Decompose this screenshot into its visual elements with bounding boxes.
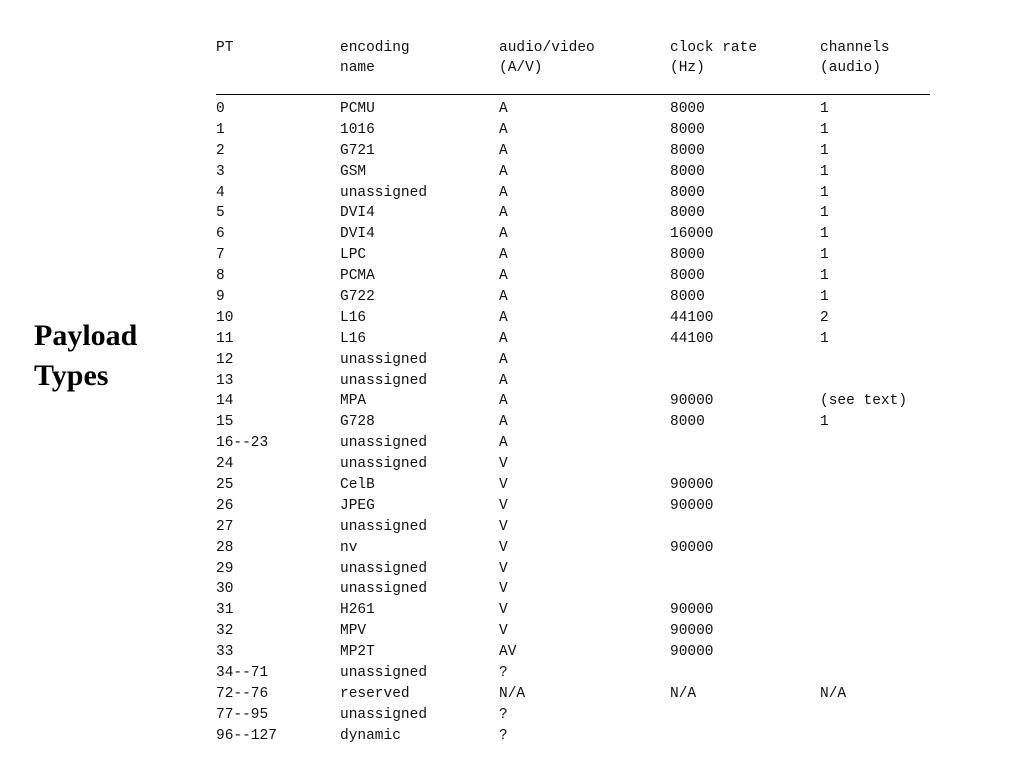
table-row (216, 371, 930, 392)
cell-channels: N/A (820, 685, 847, 702)
cell-encoding-name: dynamic (340, 727, 401, 744)
cell-channels: 1 (820, 121, 829, 138)
header-clock-rate (670, 38, 757, 78)
cell-clock-rate: 8000 (670, 163, 705, 180)
cell-clock-rate: 8000 (670, 101, 705, 117)
cell-encoding-name: unassigned (340, 456, 428, 473)
table-row (216, 559, 930, 580)
table-row (216, 224, 930, 245)
cell-pt: 15 (216, 414, 234, 431)
cell-audio-video: A (499, 330, 508, 347)
cell-encoding-name: unassigned (340, 372, 428, 389)
cell-audio-video: V (499, 560, 508, 577)
table-row (216, 391, 930, 412)
cell-audio-video: A (499, 268, 508, 285)
table-row (216, 141, 930, 162)
cell-audio-video: A (499, 414, 508, 431)
table-row (216, 454, 930, 475)
cell-pt: 33 (216, 644, 234, 661)
cell-channels: 1 (820, 226, 829, 243)
cell-pt: 26 (216, 497, 234, 514)
cell-encoding-name: unassigned (340, 706, 428, 723)
cell-clock-rate: 90000 (670, 393, 714, 410)
cell-pt: 77--95 (216, 706, 269, 723)
cell-encoding-name: G728 (340, 414, 375, 431)
cell-pt: 14 (216, 393, 234, 410)
header-channels (820, 38, 890, 78)
cell-clock-rate: 44100 (670, 309, 714, 326)
cell-channels: 2 (820, 309, 829, 326)
cell-encoding-name: unassigned (340, 665, 428, 682)
header-audio-video-line: audio/video (499, 40, 595, 56)
cell-audio-video: V (499, 477, 508, 494)
cell-pt: 27 (216, 518, 234, 535)
cell-encoding-name: G722 (340, 289, 375, 306)
cell-pt: 8 (216, 268, 225, 285)
table-row (216, 517, 930, 538)
cell-audio-video: A (499, 184, 508, 201)
slide-title-line-2: Types (34, 359, 109, 392)
cell-channels: 1 (820, 163, 829, 180)
header-encoding-name-line: encoding (340, 40, 410, 56)
table-row (216, 684, 930, 705)
header-clock-rate-line: (Hz) (670, 60, 705, 76)
cell-clock-rate: 8000 (670, 142, 705, 159)
cell-pt: 11 (216, 330, 234, 347)
cell-audio-video: A (499, 101, 508, 117)
cell-clock-rate: 90000 (670, 602, 714, 619)
cell-clock-rate: 8000 (670, 289, 705, 306)
cell-audio-video: V (499, 518, 508, 535)
cell-clock-rate: 44100 (670, 330, 714, 347)
cell-channels: 1 (820, 247, 829, 264)
table-row (216, 245, 930, 266)
cell-encoding-name: unassigned (340, 184, 428, 201)
table-row (216, 496, 930, 517)
header-encoding-name-line: name (340, 60, 375, 76)
cell-channels: (see text) (820, 393, 908, 410)
table-row (216, 308, 930, 329)
header-audio-video (499, 38, 595, 78)
cell-encoding-name: MPA (340, 393, 367, 410)
table-row (216, 642, 930, 663)
cell-pt: 7 (216, 247, 225, 264)
cell-pt: 0 (216, 101, 225, 117)
cell-pt: 29 (216, 560, 234, 577)
cell-pt: 6 (216, 226, 225, 243)
table-row (216, 538, 930, 559)
cell-clock-rate: 8000 (670, 247, 705, 264)
table-row (216, 183, 930, 204)
cell-audio-video: A (499, 435, 508, 452)
cell-encoding-name: LPC (340, 247, 367, 264)
cell-audio-video: A (499, 205, 508, 222)
header-channels-line: (audio) (820, 60, 881, 76)
cell-channels: 1 (820, 268, 829, 285)
cell-encoding-name: MP2T (340, 644, 375, 661)
table-row (216, 475, 930, 496)
table-row (216, 600, 930, 621)
cell-encoding-name: CelB (340, 477, 375, 494)
cell-audio-video: AV (499, 644, 517, 661)
cell-encoding-name: nv (340, 539, 358, 556)
table-row (216, 287, 930, 308)
cell-encoding-name: unassigned (340, 560, 428, 577)
cell-audio-video: ? (499, 665, 508, 682)
cell-clock-rate: 8000 (670, 184, 705, 201)
cell-encoding-name: unassigned (340, 518, 428, 535)
cell-encoding-name: G721 (340, 142, 375, 159)
cell-audio-video: V (499, 539, 508, 556)
header-pt (216, 38, 233, 58)
cell-clock-rate: 8000 (670, 268, 705, 285)
cell-pt: 12 (216, 351, 234, 368)
header-clock-rate-line: clock rate (670, 40, 758, 56)
table-row (216, 266, 930, 287)
cell-clock-rate: 16000 (670, 226, 714, 243)
cell-pt: 24 (216, 456, 234, 473)
cell-pt: 4 (216, 184, 225, 201)
cell-channels: 1 (820, 184, 829, 201)
cell-audio-video: V (499, 623, 508, 640)
cell-pt: 2 (216, 142, 225, 159)
cell-pt: 16--23 (216, 435, 269, 452)
cell-audio-video: A (499, 163, 508, 180)
cell-audio-video: ? (499, 727, 508, 744)
cell-pt: 1 (216, 121, 225, 138)
cell-audio-video: A (499, 289, 508, 306)
table-row (216, 329, 930, 350)
cell-clock-rate: 90000 (670, 644, 714, 661)
table-body (216, 99, 930, 747)
cell-audio-video: A (499, 393, 508, 410)
cell-pt: 72--76 (216, 685, 269, 702)
table-header (216, 38, 930, 95)
cell-audio-video: A (499, 121, 508, 138)
cell-audio-video: N/A (499, 685, 526, 702)
cell-encoding-name: DVI4 (340, 226, 375, 243)
slide-title (34, 316, 137, 396)
cell-audio-video: V (499, 581, 508, 598)
cell-pt: 3 (216, 163, 225, 180)
cell-encoding-name: unassigned (340, 435, 428, 452)
cell-audio-video: A (499, 226, 508, 243)
cell-pt: 34--71 (216, 665, 269, 682)
cell-pt: 31 (216, 602, 234, 619)
header-audio-video-line: (A/V) (499, 60, 543, 76)
cell-audio-video: A (499, 351, 508, 368)
cell-clock-rate: N/A (670, 685, 697, 702)
cell-encoding-name: unassigned (340, 581, 428, 598)
table-row (216, 99, 930, 120)
header-pt-line: PT (216, 40, 234, 56)
cell-channels: 1 (820, 414, 829, 431)
cell-encoding-name: unassigned (340, 351, 428, 368)
cell-audio-video: V (499, 497, 508, 514)
cell-pt: 13 (216, 372, 234, 389)
table-row (216, 726, 930, 747)
cell-encoding-name: PCMA (340, 268, 375, 285)
cell-pt: 30 (216, 581, 234, 598)
cell-clock-rate: 90000 (670, 623, 714, 640)
cell-pt: 28 (216, 539, 234, 556)
cell-clock-rate: 90000 (670, 539, 714, 556)
cell-encoding-name: GSM (340, 163, 367, 180)
header-channels-line: channels (820, 40, 890, 56)
cell-channels: 1 (820, 205, 829, 222)
table-row (216, 412, 930, 433)
cell-encoding-name: H261 (340, 602, 375, 619)
cell-audio-video: V (499, 602, 508, 619)
cell-pt: 10 (216, 309, 234, 326)
slide-title-line-1: Payload (34, 319, 138, 352)
table-row (216, 162, 930, 183)
cell-encoding-name: reserved (340, 685, 410, 702)
cell-channels: 1 (820, 330, 829, 347)
cell-clock-rate: 90000 (670, 497, 714, 514)
header-encoding-name (340, 38, 410, 78)
cell-pt: 32 (216, 623, 234, 640)
table-row (216, 120, 930, 141)
cell-audio-video: ? (499, 706, 508, 723)
table-row (216, 350, 930, 371)
table-row (216, 203, 930, 224)
cell-channels: 1 (820, 142, 829, 159)
cell-encoding-name: DVI4 (340, 205, 375, 222)
cell-encoding-name: L16 (340, 309, 367, 326)
cell-clock-rate: 8000 (670, 205, 705, 222)
cell-audio-video: A (499, 247, 508, 264)
cell-clock-rate: 8000 (670, 414, 705, 431)
cell-pt: 25 (216, 477, 234, 494)
cell-channels: 1 (820, 101, 829, 117)
cell-pt: 9 (216, 289, 225, 306)
cell-audio-video: A (499, 372, 508, 389)
cell-audio-video: A (499, 142, 508, 159)
cell-clock-rate: 8000 (670, 121, 705, 138)
cell-encoding-name: L16 (340, 330, 367, 347)
table-row (216, 433, 930, 454)
table-row (216, 663, 930, 684)
cell-encoding-name: PCMU (340, 101, 375, 117)
cell-clock-rate: 90000 (670, 477, 714, 494)
cell-encoding-name: 1016 (340, 121, 375, 138)
cell-pt: 5 (216, 205, 225, 222)
cell-encoding-name: JPEG (340, 497, 375, 514)
cell-pt: 96--127 (216, 727, 277, 744)
cell-channels: 1 (820, 289, 829, 306)
cell-encoding-name: MPV (340, 623, 367, 640)
payload-type-table (216, 38, 930, 747)
cell-audio-video: A (499, 309, 508, 326)
table-row (216, 579, 930, 600)
cell-audio-video: V (499, 456, 508, 473)
table-row (216, 705, 930, 726)
table-row (216, 621, 930, 642)
